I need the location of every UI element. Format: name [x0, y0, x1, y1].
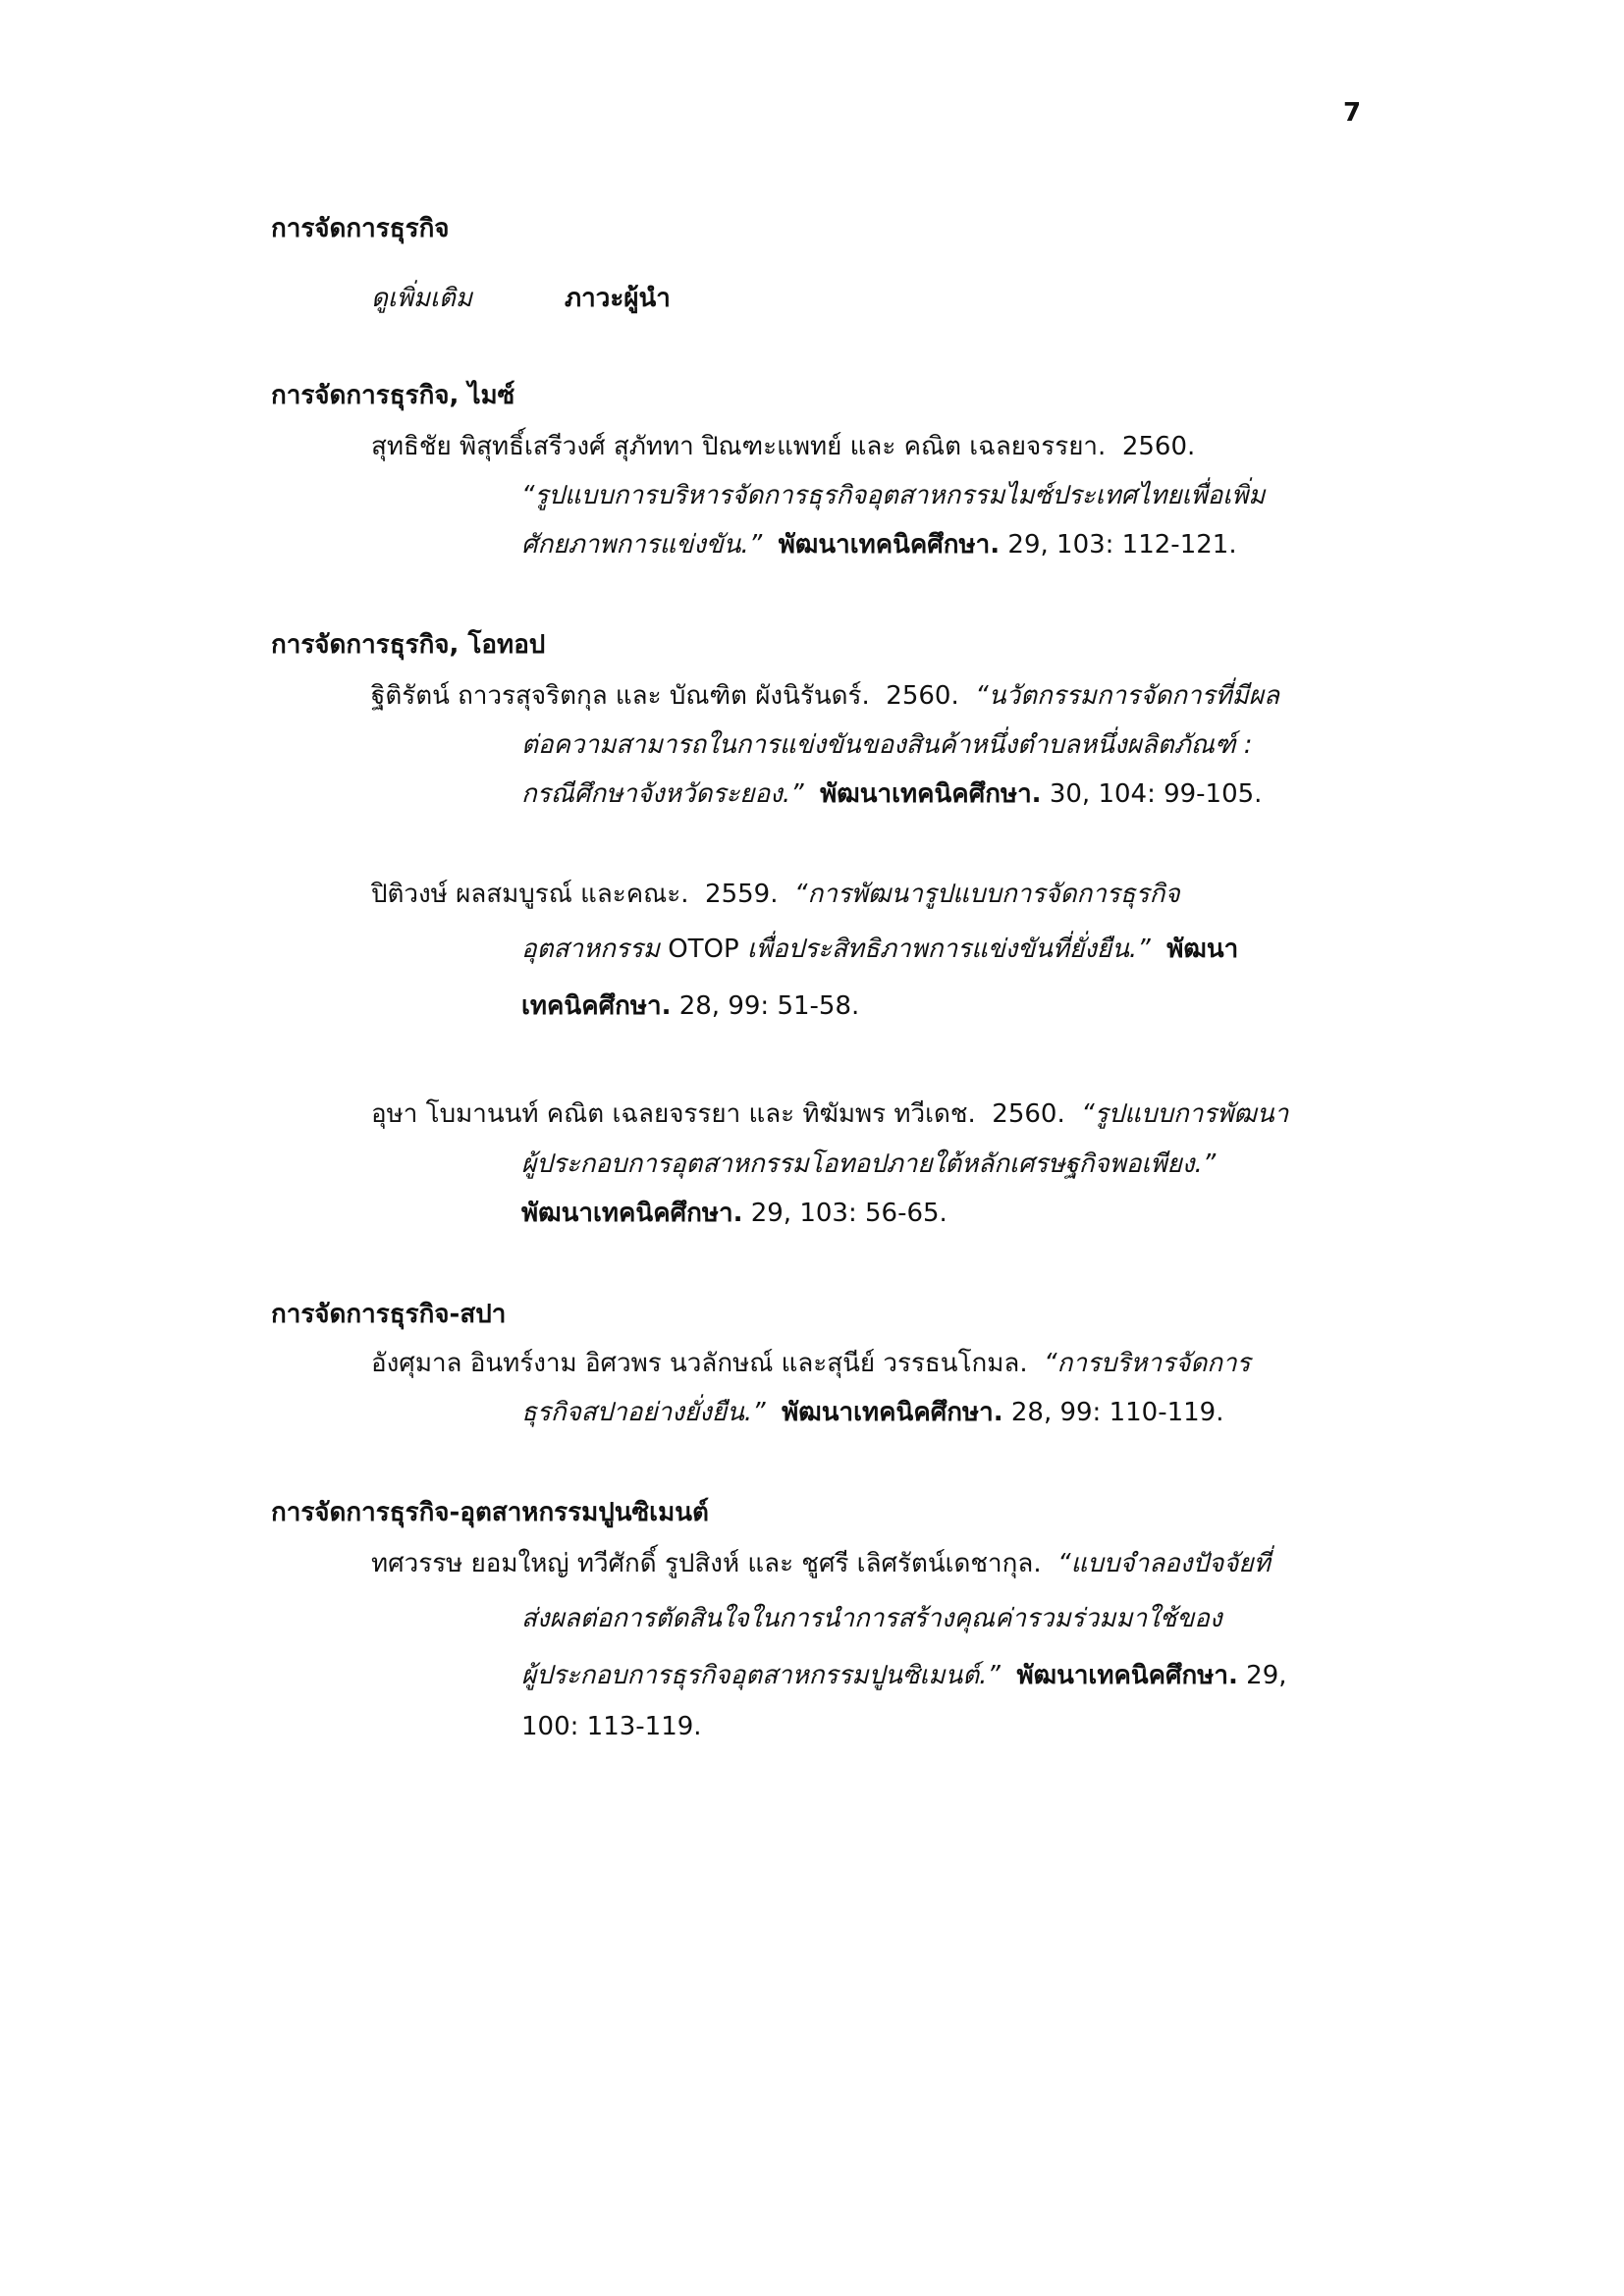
citation-text: ปิติวงษ์ ผลสมบูรณ์ และคณะ. 2559.	[371, 880, 795, 909]
citation-text: อุษา โบมานนท์ คณิต เฉลยจรรยา และ ทิฆัมพร ทวีเดช. 2560.	[371, 1099, 1082, 1129]
citation-text: สุทธิชัย พิสุทธิ์เสรีวงศ์ สุภัททา ปิณฑะแพทย์ และ คณิต เฉลยจรรยา. 2560.	[371, 432, 1196, 461]
citation-text: 28, 99: 51-58.	[671, 991, 860, 1021]
journal-name: พัฒนาเทคนิคศึกษา.	[778, 530, 1001, 560]
citation-line	[371, 675, 1279, 716]
journal-name: เทคนิคศึกษา.	[521, 991, 672, 1021]
citation-text: 29, 103: 112-121.	[1000, 530, 1237, 560]
citation-line	[521, 1193, 947, 1233]
article-title: ธุรกิจสปาอย่างยั่งยืน.”	[521, 1398, 766, 1427]
citation-line	[371, 426, 1195, 466]
citation-text	[766, 1398, 783, 1427]
journal-name: พัฒนาเทคนิคศึกษา.	[820, 779, 1042, 809]
section-heading: การจัดการธุรกิจ	[271, 214, 450, 243]
citation-line	[371, 1094, 1288, 1134]
journal-name: พัฒนาเทคนิคศึกษา.	[782, 1398, 1003, 1427]
citation-text	[1001, 1661, 1017, 1690]
citation-line	[521, 724, 1252, 765]
citation-line	[521, 524, 1237, 564]
article-title: “รูปแบบการบริหารจัดการธุรกิจอุตสาหกรรมไมซ์ประเทศไทยเพื่อเพิ่ม	[521, 481, 1266, 510]
section-heading: การจัดการธุรกิจ, ไมซ์	[271, 381, 515, 410]
citation-text: ทศวรรษ ยอมใหญ่ ทวีศักดิ์ รูปสิงห์ และ ชูศรี เลิศรัตน์เดชากุล.	[371, 1549, 1058, 1578]
page-number: 7	[1343, 98, 1362, 128]
citation-line	[521, 774, 1262, 814]
citation-text	[1151, 934, 1167, 964]
article-title: ผู้ประกอบการอุตสาหกรรมโอทอปภายใต้หลักเศรษฐกิจพอเพียง.”	[521, 1149, 1217, 1179]
article-title: “การบริหารจัดการ	[1044, 1349, 1251, 1378]
citation-text: อังศุมาล อินทร์งาม อิศวพร นวลักษณ์ และสุนีย์ วรรธนโกมล.	[371, 1349, 1045, 1378]
citation-text: 30, 104: 99-105.	[1041, 779, 1263, 809]
section-heading: การจัดการธุรกิจ, โอทอป	[271, 630, 546, 660]
citation-line	[521, 475, 1265, 515]
article-title: “แบบจำลองปัจจัยที่	[1057, 1549, 1271, 1578]
citation-text: 100: 113-119.	[521, 1712, 702, 1741]
article-title: “รูปแบบการพัฒนา	[1081, 1099, 1289, 1129]
citation-text	[762, 530, 779, 560]
see-also-label: ดูเพิ่มเติม	[371, 284, 472, 313]
article-title: ศักยภาพการแข่งขัน.”	[521, 530, 763, 560]
citation-text: 29, 103: 56-65.	[742, 1199, 947, 1228]
citation-line	[371, 1543, 1271, 1583]
citation-text: 28, 99: 110-119.	[1002, 1398, 1224, 1427]
citation-line	[371, 1343, 1251, 1383]
citation-text	[804, 779, 821, 809]
citation-line	[521, 1598, 1222, 1638]
see-also-target: ภาวะผู้นำ	[565, 284, 671, 313]
article-title: ผู้ประกอบการธุรกิจอุตสาหกรรมปูนซิเมนต์.”	[521, 1661, 1001, 1690]
article-title: อุตสาหกรรม	[521, 934, 669, 964]
citation-text: OTOP	[668, 934, 739, 964]
article-title: “นวัตกรรมการจัดการที่มีผล	[975, 681, 1279, 711]
article-title: กรณีศึกษาจังหวัดระยอง.”	[521, 779, 804, 809]
journal-name: พัฒนาเทคนิคศึกษา.	[521, 1199, 743, 1228]
journal-name: พัฒนาเทคนิคศึกษา.	[1016, 1661, 1238, 1690]
citation-text: 29,	[1237, 1661, 1287, 1690]
article-title: ส่งผลต่อการตัดสินใจในการนำการสร้างคุณค่ารวมร่วมมาใช้ของ	[521, 1604, 1222, 1633]
journal-name: พัฒนา	[1166, 934, 1239, 964]
citation-line	[521, 986, 859, 1026]
citation-text: ฐิติรัตน์ ถาวรสุจริตกุล และ บัณฑิต ผังนิรันดร์. 2560.	[371, 681, 976, 711]
citation-line	[521, 929, 1238, 969]
section-heading: การจัดการธุรกิจ-อุตสาหกรรมปูนซิเมนต์	[271, 1498, 709, 1527]
article-title: ต่อความสามารถในการแข่งขันของสินค้าหนึ่งตำบลหนึ่งผลิตภัณฑ์ :	[521, 730, 1253, 760]
citation-line	[371, 874, 1180, 914]
article-title: เพื่อประสิทธิภาพการแข่งขันที่ยั่งยืน.”	[738, 934, 1151, 964]
citation-line	[521, 1392, 1223, 1432]
citation-line	[521, 1655, 1287, 1695]
article-title: “การพัฒนารูปแบบการจัดการธุรกิจ	[794, 880, 1180, 909]
citation-line	[521, 1144, 1216, 1184]
citation-line	[521, 1712, 702, 1741]
section-heading: การจัดการธุรกิจ-สปา	[271, 1300, 507, 1329]
